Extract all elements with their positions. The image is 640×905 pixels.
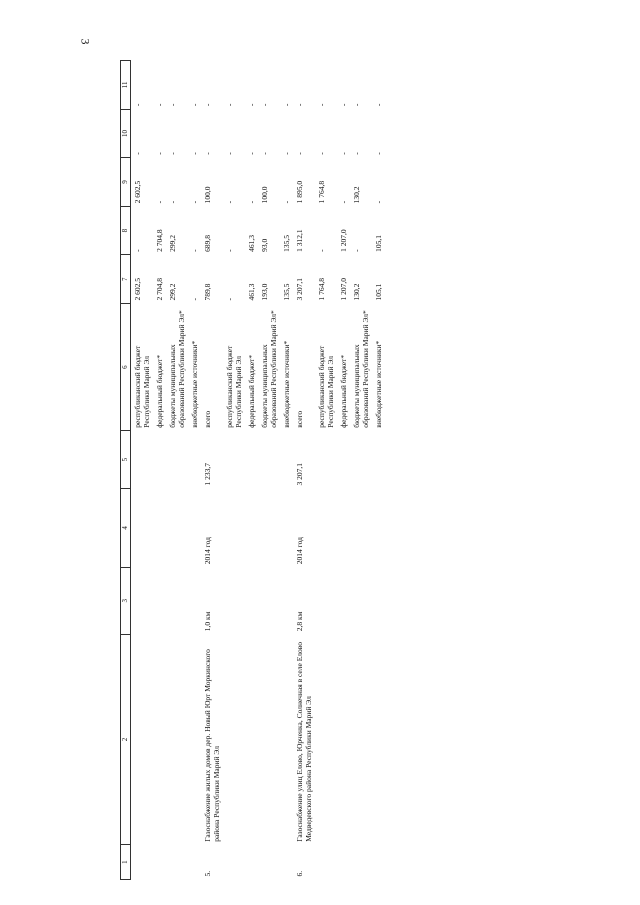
cell-v8: 1 312,1 bbox=[295, 229, 304, 252]
col-num-2: 2 bbox=[121, 634, 131, 845]
cell-v10: - bbox=[190, 152, 199, 155]
cell-v7: - bbox=[190, 297, 199, 301]
col-num-7: 7 bbox=[121, 255, 131, 304]
cell-v8: - bbox=[133, 249, 142, 252]
cell-v7: 2 704,8 bbox=[155, 277, 164, 301]
cell-v9: 100,0 bbox=[203, 186, 212, 204]
source-label: бюджеты муниципальных образований Республики Марий Эл* bbox=[352, 310, 370, 428]
cell-v9: - bbox=[339, 200, 348, 204]
col-num-8: 8 bbox=[121, 206, 131, 255]
cell-v9: 1 895,0 bbox=[295, 180, 304, 204]
cell-v9: - bbox=[374, 200, 383, 204]
cell-v9: 1 764,8 bbox=[317, 180, 326, 204]
cell-v7: - bbox=[225, 297, 234, 301]
cell-v11: - bbox=[339, 103, 348, 107]
object-year: 2014 год bbox=[203, 537, 212, 565]
cell-v7: 3 207,1 bbox=[295, 277, 304, 301]
col-num-6: 6 bbox=[121, 303, 131, 430]
page-number: 3 bbox=[78, 38, 93, 45]
source-label: всего bbox=[203, 410, 212, 428]
table-row bbox=[166, 61, 188, 880]
table-row bbox=[245, 61, 258, 880]
source-label: республиканский бюджет Республики Марий Эл bbox=[225, 345, 243, 428]
object-name: Газоснабжение улиц Елово, Юрченка, Солнечная в селе Елово Медведевского района Республики Марий Эл bbox=[295, 641, 313, 842]
table-row bbox=[223, 61, 245, 880]
cell-v8: 299,2 bbox=[168, 235, 177, 252]
source-label: внебюджетные источники* bbox=[190, 340, 199, 428]
col-num-3: 3 bbox=[121, 567, 131, 634]
cell-v8: - bbox=[317, 249, 326, 252]
source-label: бюджеты муниципальных образований Республики Марий Эл* bbox=[260, 310, 278, 428]
cell-v7: 2 602,5 bbox=[133, 277, 142, 301]
cell-v7: 193,0 bbox=[260, 283, 269, 301]
source-label: республиканский бюджет Республики Марий Эл bbox=[133, 345, 151, 428]
source-label: внебюджетные источники* bbox=[374, 340, 383, 428]
source-label: федеральный бюджет* bbox=[339, 354, 348, 428]
cell-v7: 1 764,8 bbox=[317, 277, 326, 301]
cell-v10: - bbox=[282, 152, 291, 155]
table-row bbox=[258, 61, 280, 880]
cell-v10: - bbox=[225, 152, 234, 155]
cell-v8: 689,8 bbox=[203, 235, 212, 252]
table-row bbox=[280, 61, 293, 880]
object-cost: 3 207,1 bbox=[295, 463, 304, 486]
cell-v7: 130,2 bbox=[352, 283, 361, 301]
table-row bbox=[201, 61, 223, 880]
cell-v8: 135,5 bbox=[282, 235, 291, 252]
cell-v11: - bbox=[133, 103, 142, 107]
table-row bbox=[372, 61, 385, 880]
cell-v10: - bbox=[295, 152, 304, 155]
column-number-row bbox=[121, 61, 131, 880]
object-length: 2,8 км bbox=[295, 611, 304, 632]
source-label: федеральный бюджет* bbox=[247, 354, 256, 428]
cell-v11: - bbox=[260, 103, 269, 107]
col-num-11: 11 bbox=[121, 61, 131, 110]
cell-v10: - bbox=[168, 152, 177, 155]
cell-v10: - bbox=[155, 152, 164, 155]
row-number: 5. bbox=[203, 870, 212, 877]
cell-v10: - bbox=[352, 152, 361, 155]
cell-v8: - bbox=[225, 249, 234, 252]
col-num-1: 1 bbox=[121, 845, 131, 880]
cell-v11: - bbox=[168, 103, 177, 107]
cell-v9: 130,2 bbox=[352, 186, 361, 204]
rotated-table-wrapper bbox=[120, 60, 520, 880]
object-cost: 1 233,7 bbox=[203, 463, 212, 486]
object-length: 1,0 км bbox=[203, 611, 212, 632]
cell-v11: - bbox=[374, 103, 383, 107]
cell-v10: - bbox=[133, 152, 142, 155]
cell-v10: - bbox=[317, 152, 326, 155]
cell-v11: - bbox=[295, 103, 304, 107]
cell-v9: - bbox=[282, 200, 291, 204]
cell-v11: - bbox=[247, 103, 256, 107]
source-label: внебюджетные источники* bbox=[282, 340, 291, 428]
cell-v9: 100,0 bbox=[260, 186, 269, 204]
object-year: 2014 год bbox=[295, 537, 304, 565]
cell-v7: 105,1 bbox=[374, 283, 383, 301]
cell-v11: - bbox=[155, 103, 164, 107]
cell-v11: - bbox=[203, 103, 212, 107]
table-row bbox=[350, 61, 372, 880]
cell-v7: 461,3 bbox=[247, 283, 256, 301]
cell-v10: - bbox=[247, 152, 256, 155]
cell-v9: - bbox=[168, 200, 177, 204]
col-num-5: 5 bbox=[121, 431, 131, 489]
cell-v11: - bbox=[317, 103, 326, 107]
cell-v11: - bbox=[225, 103, 234, 107]
table-row bbox=[153, 61, 166, 880]
table-row bbox=[188, 61, 201, 880]
cell-v7: 789,8 bbox=[203, 283, 212, 301]
row-number: 6. bbox=[295, 870, 304, 877]
funding-table bbox=[120, 60, 385, 880]
table-row bbox=[315, 61, 337, 880]
object-name: Газоснабжение жилых домов дер. Новый Юрт Моркинского района Республики Марий Эл bbox=[203, 649, 221, 842]
source-label: федеральный бюджет* bbox=[155, 354, 164, 428]
cell-v8: 2 704,8 bbox=[155, 229, 164, 252]
cell-v10: - bbox=[374, 152, 383, 155]
cell-v11: - bbox=[190, 103, 199, 107]
cell-v9: - bbox=[190, 200, 199, 204]
col-num-10: 10 bbox=[121, 109, 131, 158]
table-row bbox=[293, 61, 315, 880]
col-num-4: 4 bbox=[121, 489, 131, 568]
cell-v7: 1 207,0 bbox=[339, 277, 348, 301]
cell-v11: - bbox=[282, 103, 291, 107]
cell-v7: 299,2 bbox=[168, 283, 177, 301]
cell-v10: - bbox=[339, 152, 348, 155]
cell-v7: 135,5 bbox=[282, 283, 291, 301]
table-row bbox=[131, 61, 154, 880]
cell-v9: 2 602,5 bbox=[133, 180, 142, 204]
cell-v10: - bbox=[260, 152, 269, 155]
cell-v9: - bbox=[155, 200, 164, 204]
cell-v9: - bbox=[225, 200, 234, 204]
cell-v8: 105,1 bbox=[374, 235, 383, 252]
source-label: всего bbox=[295, 410, 304, 428]
cell-v8: 1 207,0 bbox=[339, 229, 348, 252]
cell-v9: - bbox=[247, 200, 256, 204]
source-label: бюджеты муниципальных образований Республики Марий Эл* bbox=[168, 310, 186, 428]
cell-v11: - bbox=[352, 103, 361, 107]
cell-v8: - bbox=[352, 249, 361, 252]
source-label: республиканский бюджет Республики Марий Эл bbox=[317, 345, 335, 428]
col-num-9: 9 bbox=[121, 158, 131, 207]
cell-v8: - bbox=[190, 249, 199, 252]
cell-v8: 461,3 bbox=[247, 235, 256, 252]
cell-v8: 93,0 bbox=[260, 238, 269, 252]
table-row bbox=[337, 61, 350, 880]
cell-v10: - bbox=[203, 152, 212, 155]
